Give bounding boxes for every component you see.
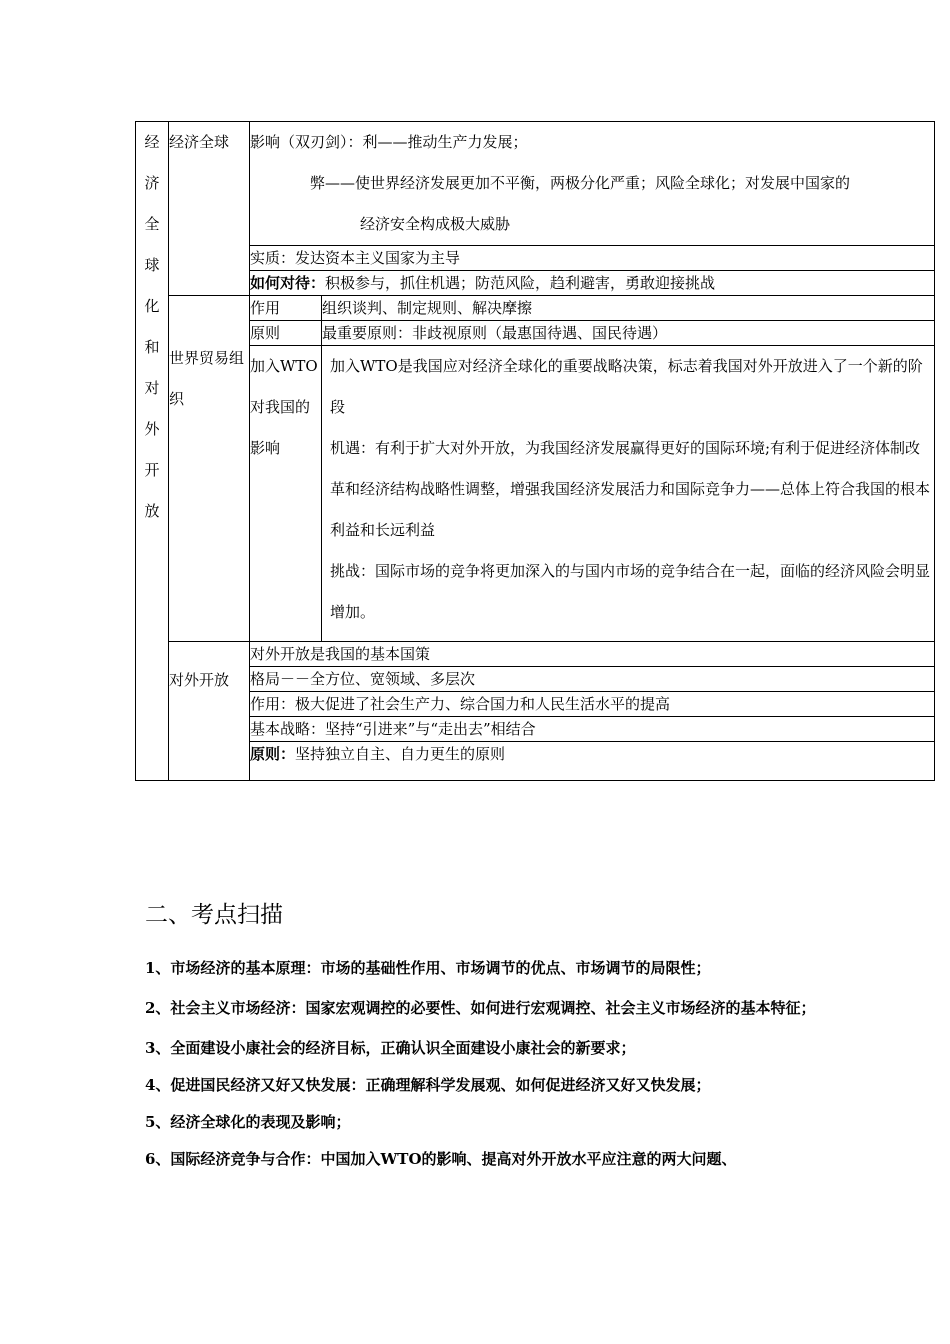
wto-impact-line: 机遇：有利于扩大对外开放，为我国经济发展赢得更好的国际环境;有利于促进经济体制改革和经济结构战略性调整，增强我国经济发展活力和国际竞争力——总体上符合我国的根本利益和长远利益: [330, 439, 931, 539]
opening-row: 基本战略：坚持“引进来”与“走出去”相结合: [250, 717, 935, 742]
wto-row-text: 组织谈判、制定规则、解决摩擦: [322, 296, 935, 321]
principle-label: 原则：: [250, 745, 296, 763]
wto-row-label: 作用: [250, 296, 322, 321]
section-title: 二、考点扫描: [145, 902, 283, 928]
impact-line: 经济安全构成极大威胁: [360, 215, 511, 233]
list-item: 6、国际经济竞争与合作：中国加入WTO的影响、提高对外开放水平应注意的两大问题、: [145, 1150, 737, 1168]
impact-line: 影响（双刃剑）：利——推动生产力发展；: [250, 133, 528, 151]
main-category-char: 化: [144, 297, 160, 315]
summary-table: [135, 121, 935, 781]
howto-label: 如何对待：: [250, 274, 326, 292]
main-category-char: 开: [144, 461, 160, 479]
wto-impact-line: 加入WTO是我国应对经济全球化的重要战略决策，标志着我国对外开放进入了一个新的阶段: [330, 357, 923, 416]
opening-principle-row: [250, 742, 935, 781]
opening-row: 作用：极大促进了社会生产力、综合国力和人民生活水平的提高: [250, 692, 935, 717]
essence-cell: 实质：发达资本主义国家为主导: [250, 246, 935, 271]
opening-row: 对外开放是我国的基本国策: [250, 642, 935, 667]
main-category-char: 球: [144, 256, 160, 274]
main-category-char: 外: [144, 420, 160, 438]
list-item: 1、市场经济的基本原理：市场的基础性作用、市场调节的优点、市场调节的局限性；: [145, 959, 711, 977]
main-category-char: 济: [144, 174, 160, 192]
list-item: 3、全面建设小康社会的经济目标，正确认识全面建设小康社会的新要求；: [145, 1039, 636, 1057]
wto-impact-content: [322, 346, 935, 642]
main-category-char: 对: [144, 379, 160, 397]
main-category-vertical: [136, 122, 169, 781]
category-opening-up: 对外开放: [169, 642, 250, 781]
category-wto: 世界贸易组织: [169, 296, 250, 642]
wto-row-label: 原则: [250, 321, 322, 346]
impact-line: 弊——使世界经济发展更加不平衡，两极分化严重；风险全球化；对发展中国家的: [310, 174, 851, 192]
main-category-char: 放: [144, 502, 160, 520]
list-item: 4、促进国民经济又好又快发展：正确理解科学发展观、如何促进经济又好又快发展；: [145, 1076, 711, 1094]
main-category-char: 全: [144, 215, 160, 233]
howto-text: 积极参与，抓住机遇；防范风险，趋利避害，勇敢迎接挑战: [325, 274, 716, 292]
principle-text: 坚持独立自主、自力更生的原则: [295, 745, 506, 763]
wto-row-text: 最重要原则：非歧视原则（最惠国待遇、国民待遇）: [322, 321, 935, 346]
key-points-list: [145, 950, 905, 1178]
impact-cell: [250, 122, 935, 246]
main-category-char: 和: [144, 338, 160, 356]
opening-row: 格局－－全方位、宽领域、多层次: [250, 667, 935, 692]
list-item: 2、社会主义市场经济：国家宏观调控的必要性、如何进行宏观调控、社会主义市场经济的基本特征；: [145, 999, 816, 1017]
wto-impact-label: 加入WTO对我国的影响: [250, 346, 322, 642]
main-category-char: 经: [144, 133, 160, 151]
category-economic-globalization: 经济全球: [169, 122, 250, 296]
list-item: 5、经济全球化的表现及影响；: [145, 1113, 351, 1131]
howto-cell: [250, 271, 935, 296]
wto-impact-line: 挑战：国际市场的竞争将更加深入的与国内市场的竞争结合在一起，面临的经济风险会明显增加。: [330, 562, 931, 621]
